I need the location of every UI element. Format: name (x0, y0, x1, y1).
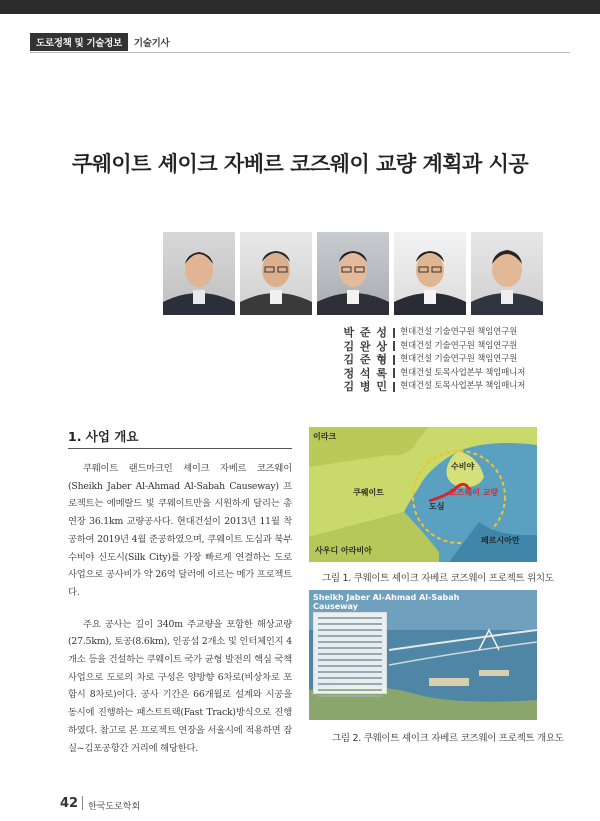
page-number: 42 (60, 796, 79, 811)
author-name: 박 준 성 (343, 326, 388, 339)
author-affiliation: 현대건설 기술연구원 책임연구원 (400, 354, 518, 364)
author-separator (393, 368, 395, 378)
section-tag-label: 도로정책 및 기술정보 (30, 33, 128, 51)
category-label: 기술기사 (133, 38, 170, 49)
publisher-name: 한국도로학회 (88, 802, 141, 812)
header-bar (0, 0, 600, 14)
map-label-subiya: 수비야 (451, 462, 475, 471)
body-paragraph: 쿠웨이트 랜드마크인 셰이크 자베르 코즈웨이(Sheikh Jaber Al-Ahmad Al-Sabah Causeway) 프로젝트는 에메랄드 빛 쿠웨이트만을 시원하게 달리는 총연장 36.1km 교량공사다. 현대건설이 2013년 11월 착공하여 2019년 4월 준공하였으며, 쿠웨이트 도심과 북부 수비야 신도시(Silk City)를 가장 빠르게 연결하는 도로사업으로 공사비가 약 26억 달러에 이르는 메가 프로젝트다. (68, 463, 292, 598)
author-name: 정 석 록 (343, 366, 388, 380)
author-photo-5 (471, 232, 543, 315)
author-photo-1 (163, 232, 235, 315)
author-photo-2 (240, 232, 312, 315)
section-tag (30, 34, 175, 50)
author-affiliation: 현대건설 기술연구원 책임연구원 (400, 340, 518, 351)
location-map (309, 427, 537, 562)
author-affiliation: 현대건설 토목사업본부 책임매니저 (400, 381, 526, 391)
author-name: 김 완 상 (343, 339, 388, 353)
author-separator (393, 328, 395, 338)
overview-heading (313, 593, 459, 611)
author-row (330, 380, 525, 394)
overview-heading-line2: Causeway (313, 602, 358, 611)
body-paragraph: 주요 공사는 길이 340m 주교량을 포함한 해상교량(27.5km), 토공(8.6km), 인공섬 2개소 및 인터체인지 4개소 등을 건설하는 쿠웨이트 국가 균형 발전의 핵심 국책 사업으로 도로의 차로 구성은 양방향 6차로(비상차로 포함시 8차로)이다. 공사 기간은 66개월로 설계와 시공을 동시에 진행하는 패스트트랙(Fast Track)방식으로 진행하였다. 참고로 본 프로젝트 연장을 서울시에 적용하면 잠실~김포공항간 거리에 해당한다. (68, 618, 293, 754)
author-photo-3 (317, 232, 389, 315)
author-affiliation: 현대건설 토목사업본부 책임매니저 (400, 367, 526, 378)
author-photo-4 (394, 232, 466, 315)
top-divider (30, 52, 570, 53)
map-label-iraq: 이라크 (313, 432, 337, 441)
author-row (330, 326, 525, 340)
author-name: 김 준 형 (343, 353, 388, 366)
author-list (330, 326, 525, 394)
section-divider (68, 448, 292, 449)
figure1-caption: 그림 1. 쿠웨이트 셰이크 자베르 코즈웨이 프로젝트 위치도 (322, 573, 554, 584)
author-row (330, 367, 525, 381)
overview-heading-line1: Sheikh Jaber Al-Ahmad Al-Sabah (313, 593, 460, 602)
section-heading: 1. 사업 개요 (68, 429, 139, 444)
author-row (330, 353, 525, 367)
figure2-caption: 그림 2. 쿠웨이트 셰이크 자베르 코즈웨이 프로젝트 개요도 (332, 733, 564, 744)
author-affiliation: 현대건설 기술연구원 책임연구원 (400, 327, 518, 337)
author-name: 김 병 민 (343, 380, 388, 393)
author-separator (393, 355, 395, 365)
map-label-gulf: 페르시아만 (481, 536, 520, 545)
article-title: 쿠웨이트 셰이크 자베르 코즈웨이 교량 계획과 시공 (71, 152, 529, 176)
author-photos (163, 232, 543, 315)
map-label-saudi: 사우디 아라비아 (315, 546, 372, 555)
author-row (330, 340, 525, 354)
project-overview-image (309, 590, 537, 720)
map-label-causeway: 코즈웨이 교량 (449, 488, 499, 497)
article-body (68, 460, 292, 757)
map-label-kuwait: 쿠웨이트 (353, 488, 384, 497)
overview-info-table (313, 612, 387, 694)
author-separator (393, 341, 395, 351)
map-label-city: 도심 (429, 502, 445, 511)
footer-separator (82, 796, 83, 810)
author-separator (393, 382, 395, 392)
